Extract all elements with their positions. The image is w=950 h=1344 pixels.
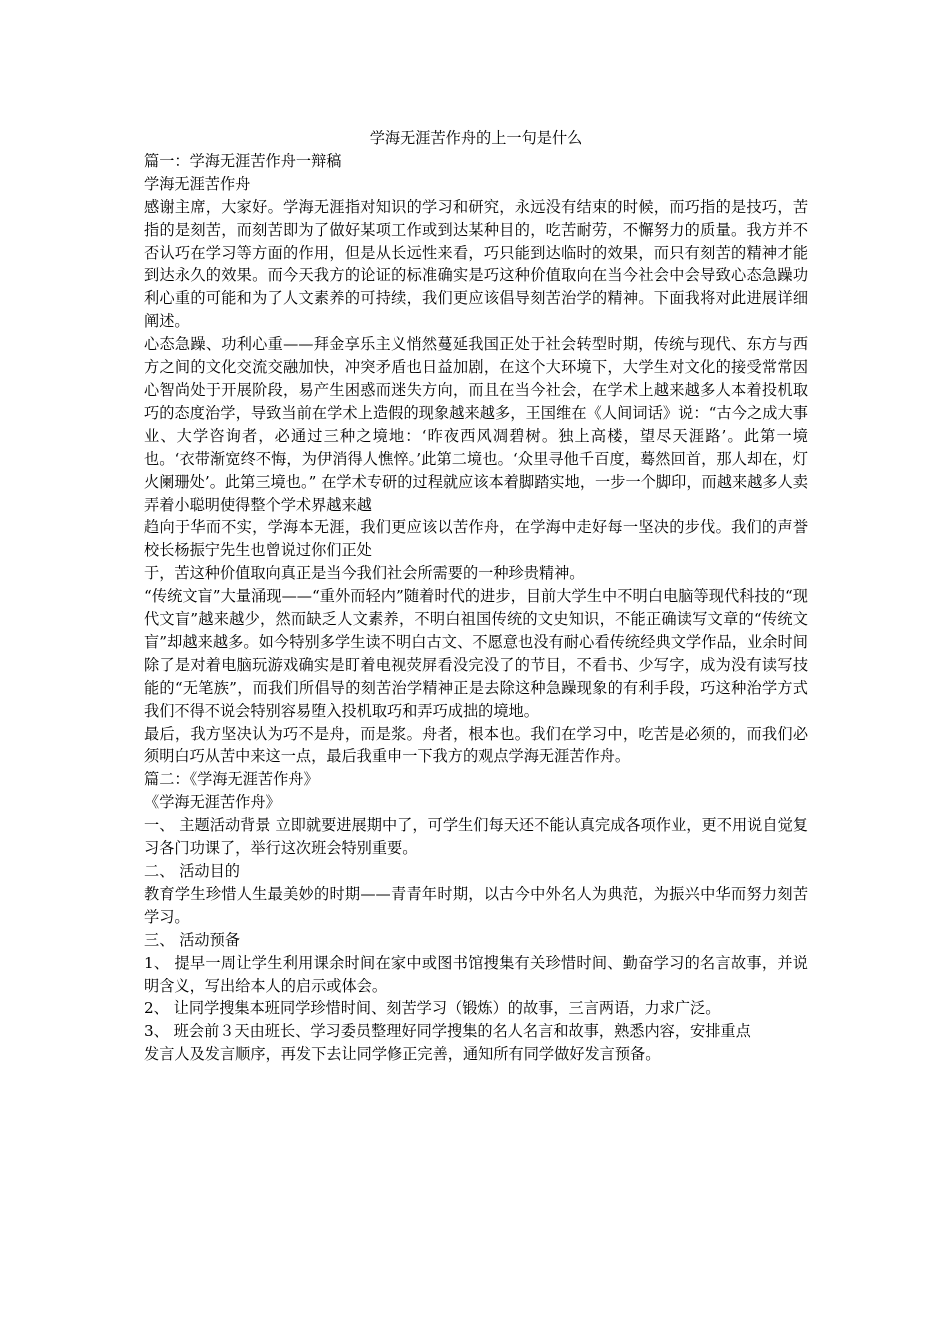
paragraph-15: 1、 提早一周让学生利用课余时间在家中或图书馆搜集有关珍惜时间、勤奋学习的名言故事，并说明含义，写出给本人的启示或体会。 <box>144 953 808 995</box>
paragraph-3: 感谢主席，大家好。学海无涯指对知识的学习和研究，永远没有结束的时候，而巧指的是技巧，苦指的是刻苦，而刻苦即为了做好某项工作或到达某种目的，吃苦耐劳，不懈努力的质量。我方并不否认巧在学习等方面的作用，但是从长远性来看，巧只能到达临时的效果，而只有刻苦的精神才能到达永久的效果。而今天我方的论证的标准确实是巧这种价值取向在当今社会中会导致心态急躁功利心重的可能和为了人文素养的可持续，我们更应该倡导刻苦治学的精神。下面我将对此进展详细阐述。 <box>144 197 808 331</box>
paragraph-6: 于，苦这种价值取向真正是当今我们社会所需要的一种珍贵精神。 <box>144 564 585 583</box>
paragraph-16: 2、 让同学搜集本班同学珍惜时间、刻苦学习（锻炼）的故事，三言两语，力求广泛。 <box>144 999 721 1018</box>
paragraph-4: 心态急躁、功利心重——拜金享乐主义悄然蔓延我国正处于社会转型时期，传统与现代、东方与西方之间的文化交流交融加快，冲突矛盾也日益加剧，在这个大环境下，大学生对文化的接受常常因心智尚处于开展阶段，易产生困惑而迷失方向，而且在当今社会，在学术上越来越多人本着投机取巧的态度治学，导致当前在学术上造假的现象越来越多，王国维在《人间词话》说：“古今之成大事业、大学咨询者，必通过三种之境地：‘昨夜西风凋碧树。独上高楼，望尽天涯路’。此第一境也。‘衣带渐宽终不悔，为伊消得人憔悴。’此第二境也。‘众里寻他千百度，蓦然回首，那人却在，灯火阑珊处’。此第三境也。” 在学术专研的过程就应该本着脚踏实地，一步一个脚印，而越来越多人卖弄着小聪明使得整个学术界越来越 <box>144 335 808 514</box>
paragraph-2: 学海无涯苦作舟 <box>144 174 251 193</box>
paragraph-7: “传统文盲”大量涌现——“重外而轻内”随着时代的进步，目前大学生中不明白电脑等现代科技的“现代文盲”越来越少，然而缺乏人文素养，不明白祖国传统的文史知识，不能正确读写文章的“传统文盲”却越来越多。如今特别多学生读不明白古文、不愿意也没有耐心看传统经典文学作品，业余时间除了是对着电脑玩游戏确实是盯着电视荧屏看没完没了的节目，不看书、少写字，成为没有读写技能的“无笔族”，而我们所倡导的刻苦治学精神正是去除这种急躁现象的有利手段，巧这种治学方式我们不得不说会特别容易堕入投机取巧和弄巧成拙的境地。 <box>144 587 808 720</box>
paragraph-12: 二、 活动目的 <box>144 862 240 880</box>
paragraph-17: 3、 班会前３天由班长、学习委员整理好同学搜集的名人名言和故事，熟悉内容，安排重点 <box>144 1022 751 1041</box>
paragraph-13: 教育学生珍惜人生最美妙的时期——青青年时期，以古今中外名人为典范，为振兴中华而努力刻苦学习。 <box>144 884 808 926</box>
paragraph-5: 趋向于华而不实，学海本无涯，我们更应该以苦作舟，在学海中走好每一坚决的步伐。我们的声誉校长杨振宁先生也曾说过你们正处 <box>144 518 808 560</box>
document-body <box>144 127 808 1066</box>
paragraph-10: 《学海无涯苦作舟》 <box>144 793 281 812</box>
document-title: 学海无涯苦作舟的上一句是什么 <box>369 129 583 147</box>
paragraph-14: 三、 活动预备 <box>144 930 240 949</box>
paragraph-8: 最后，我方坚决认为巧不是舟，而是浆。舟者，根本也。我们在学习中，吃苦是必须的，而我们必须明白巧从苦中来这一点，最后我重申一下我方的观点学海无涯苦作舟。 <box>144 724 808 766</box>
paragraph-1: 篇一：学海无涯苦作舟一辩稿 <box>144 151 342 170</box>
paragraph-11: 一、 主题活动背景 立即就要进展期中了，可学生们每天还不能认真完成各项作业，更不用说自觉复习各门功课了，举行这次班会特别重要。 <box>144 816 808 858</box>
paragraph-9: 篇二：《学海无涯苦作舟》 <box>144 770 319 789</box>
paragraph-18: 发言人及发言顺序，再发下去让同学修正完善，通知所有同学做好发言预备。 <box>144 1045 661 1064</box>
